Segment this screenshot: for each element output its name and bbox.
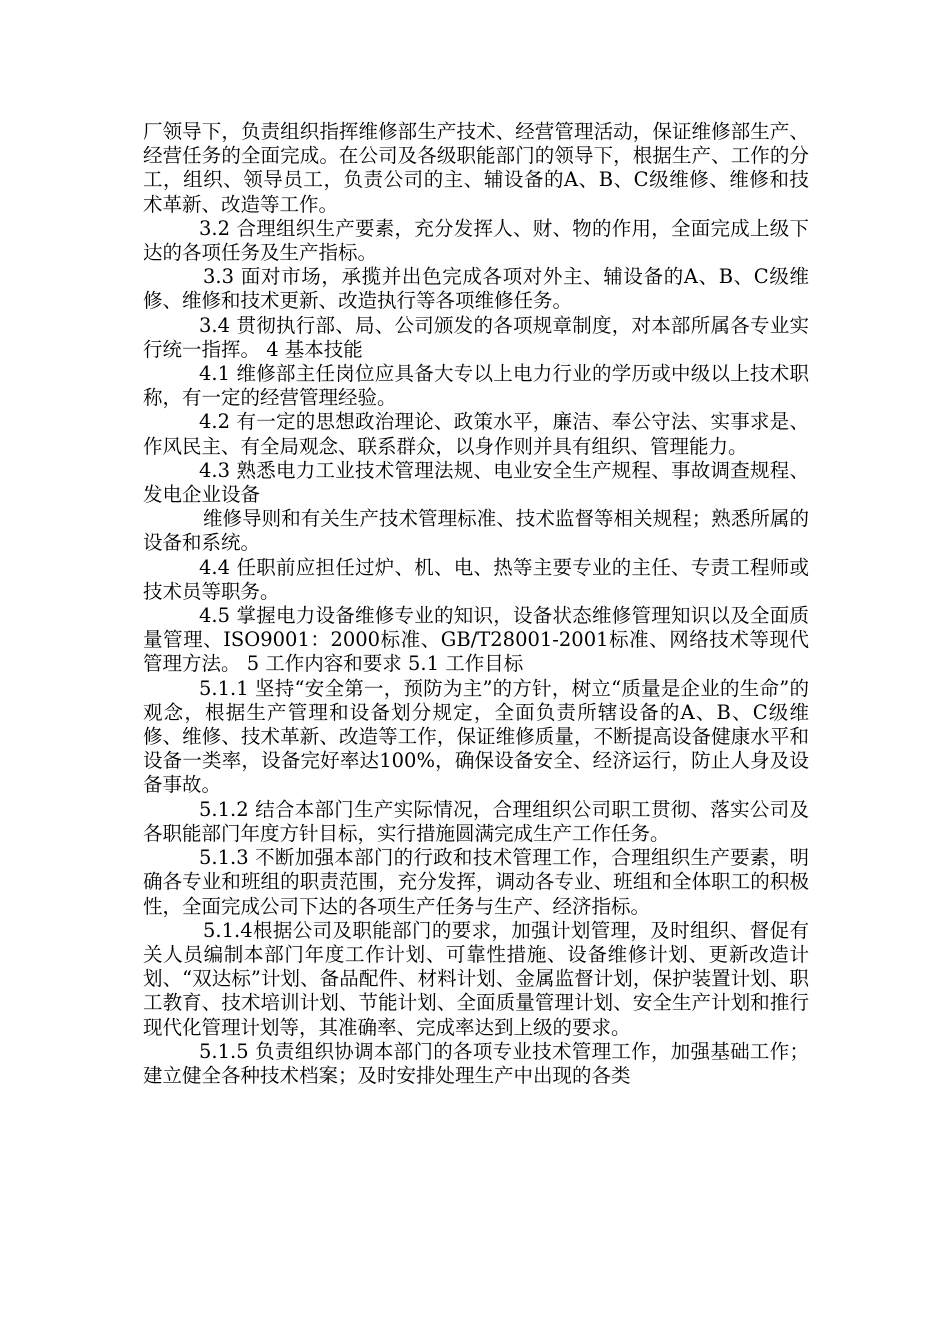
paragraph-4-2: 4.2 有一定的思想政治理论、政策水平，廉洁、奉公守法、实事求是、作风民主、有全局观念、联系群众，以身作则并具有组织、管理能力。 [143, 410, 809, 458]
paragraph-3-2: 3.2 合理组织生产要素，充分发挥人、财、物的作用，全面完成上级下达的各项任务及生产指标。 [143, 216, 809, 265]
paragraph-5-1-2: 5.1.2 结合本部门生产实际情况，合理组织公司职工贯彻、落实公司及各职能部门年度方针目标，实行措施圆满完成生产工作任务。 [143, 797, 809, 845]
paragraph-4-4: 4.4 任职前应担任过炉、机、电、热等主要专业的主任、专责工程师或技术员等职务。 [143, 555, 809, 603]
paragraph-intro: 厂领导下，负责组织指挥维修部生产技术、经营管理活动，保证维修部生产、经营任务的全面完成。在公司及各级职能部门的领导下，根据生产、工作的分工，组织、领导员工，负责公司的主、辅设备的A、B、C级维修、维修和技术革新、改造等工作。 [143, 120, 809, 216]
paragraph-4-1: 4.1 维修部主任岗位应具备大专以上电力行业的学历或中级以上技术职称，有一定的经营管理经验。 [143, 362, 809, 410]
paragraph-5-1-1: 5.1.1 坚持“安全第一，预防为主”的方针，树立“质量是企业的生命”的观念，根据生产管理和设备划分规定，全面负责所辖设备的A、B、C级维修、维修、技术革新、改造等工作，保证维修质量，不断提高设备健康水平和设备一类率，设备完好率达100%，确保设备安全、经济运行，防止人身及设备事故。 [143, 676, 809, 797]
paragraph-3-3: 3.3 面对市场，承揽并出色完成各项对外主、辅设备的A、B、C级维修、维修和技术更新、改造执行等各项维修任务。 [143, 265, 809, 313]
paragraph-4-5: 4.5 掌握电力设备维修专业的知识，设备状态维修管理知识以及全面质量管理、ISO9001：2000标准、GB/T28001-2001标准、网络技术等现代管理方法。 5 工作内容和要求 5.1 工作目标 [143, 604, 809, 676]
paragraph-3-4: 3.4 贯彻执行部、局、公司颁发的各项规章制度，对本部所属各专业实行统一指挥。 4 基本技能 [143, 313, 809, 361]
paragraph-4-3-continued: 维修导则和有关生产技术管理标准、技术监督等相关规程；熟悉所属的设备和系统。 [143, 507, 809, 555]
paragraph-4-3: 4.3 熟悉电力工业技术管理法规、电业安全生产规程、事故调查规程、发电企业设备 [143, 458, 809, 507]
paragraph-5-1-3: 5.1.3 不断加强本部门的行政和技术管理工作，合理组织生产要素，明确各专业和班组的职责范围，充分发挥，调动各专业、班组和全体职工的积极性，全面完成公司下达的各项生产任务与生产、经济指标。 [143, 846, 809, 918]
document-page [143, 120, 809, 1088]
paragraph-5-1-5: 5.1.5 负责组织协调本部门的各项专业技术管理工作，加强基础工作；建立健全各种技术档案；及时安排处理生产中出现的各类 [143, 1039, 809, 1087]
paragraph-5-1-4: 5.1.4根据公司及职能部门的要求，加强计划管理，及时组织、督促有关人员编制本部门年度工作计划、可靠性措施、设备维修计划、更新改造计划、“双达标”计划、备品配件、材料计划、金属监督计划，保护装置计划、职工教育、技术培训计划、节能计划、全面质量管理计划、安全生产计划和推行现代化管理计划等，其准确率、完成率达到上级的要求。 [143, 918, 809, 1039]
